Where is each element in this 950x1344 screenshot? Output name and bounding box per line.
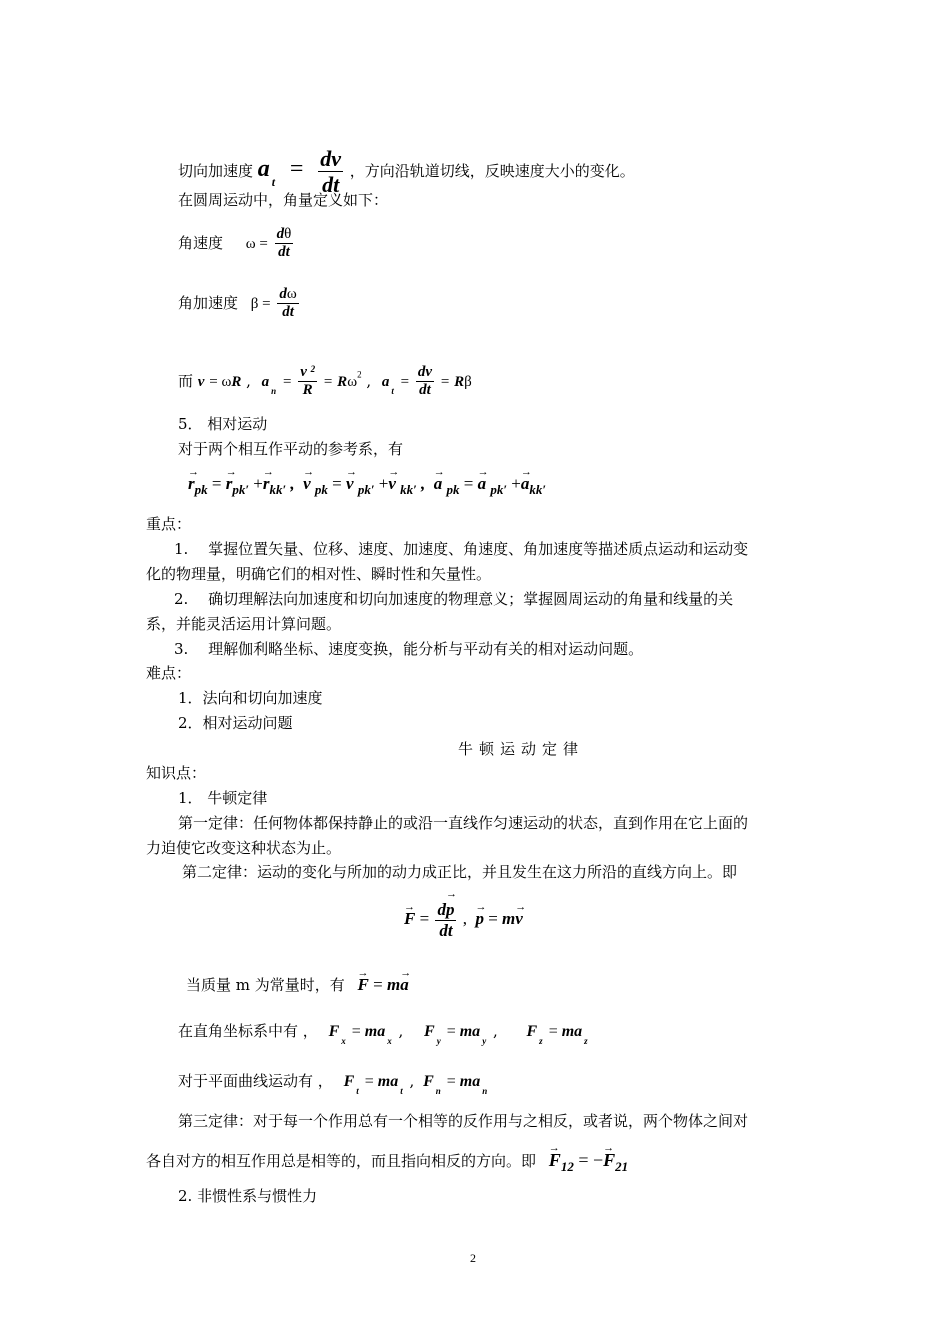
difficulty-1: 1．法向和切向加速度 [178,689,323,707]
key-point-1b: 化的物理量，明确它们的相对性、瞬时性和矢量性。 [146,565,492,583]
circular-intro: 在圆周运动中，角量定义如下： [178,191,389,209]
relative-motion-heading: 5． 相对运动 [178,415,268,433]
difficulty-2: 2．相对运动问题 [178,714,293,732]
formula-dtheta-dt: $\frac{d\theta}{dt}$ [276,226,292,261]
knowledge-heading: 知识点： [146,764,207,782]
tangential-label: 切向加速度 [178,161,254,180]
third-law-a: 第三定律：对于每一个作用总有一个相等的反作用与之相反，或者说，两个物体之间对 [178,1112,749,1130]
formula-at: a $_t$ [257,155,276,189]
angular-velocity-line: 角速度 ω = $\frac{d\theta}{dt}$ [178,226,292,261]
key-point-2b: 系，并能灵活运用计算问题。 [146,615,342,633]
third-law-b: 各自对方的相互作用总是相等的，而且指向相反的方向。即 → $F_{12}$ = −→ $F_{21}$ [146,1150,628,1172]
constant-mass-line: 当质量 m 为常量时，有 → F = m→ a [186,975,409,995]
planar-line: 对于平面曲线运动有 ， $F_t = ma_t$ , $F_n = ma_n$ [178,1072,488,1096]
key-point-1a: 1. 掌握位置矢量、位移、速度、加速度、角速度、角加速度等描述质点运动和运动变 [174,540,749,558]
difficulties-heading: 难点： [146,664,192,682]
angular-acceleration-line: 角加速度 β = $\frac{d\omega}{dt}$ [178,286,297,321]
non-inertial-item: 2. 非惯性系与惯性力 [178,1187,318,1205]
first-law-a: 第一定律：任何物体都保持静止的或沿一直线作匀速运动的状态，直到作用在它上面的 [178,814,749,832]
page-number: 2 [470,1251,476,1265]
second-law: 第二定律：运动的变化与所加的动力成正比，并且发生在这力所沿的直线方向上。即 [182,863,738,881]
relative-motion-formula: → $r_{pk}$ = → $r_{pk'} +\to r_{kk'}$ , → v $_{pk}$ = → v $_{pk'}$ +→ v $_{kk'}$ , → a $_{pk}$ = → a $_{pk'} +\to a_{kk'}$ [188,474,546,495]
formula-domega-dt: $\frac{d\omega}{dt}$ [279,286,297,321]
relative-motion-intro: 对于两个相互作平动的参考系，有 [178,440,404,458]
cartesian-line: 在直角坐标系中有 ， $F_x = ma_x$ , $F_y = ma_y$ , $F_z = ma_z$ [178,1022,588,1046]
tangential-acceleration-line: 切向加速度 a $_t$ = $\frac{dv}{dt}$ ，方向沿轨道切线，反映速度大小的变化。 [178,146,635,198]
section-title: 牛顿运动定律 [458,740,585,758]
formula-dv-dt: $\frac{dv}{dt}$ [320,146,342,198]
newton-laws-item: 1． 牛顿定律 [178,789,268,807]
key-point-2a: 2. 确切理解法向加速度和切向加速度的物理意义；掌握圆周运动的角量和线量的关 [174,590,734,608]
linear-angular-relations: 而 v = ωR , $a_n$ = $\frac{v ^2}{R}$ = $R\omega^2$ , $a_t$ = $\frac{dv}{dt}$ = Rβ [178,364,472,399]
tangential-text: ，方向沿轨道切线，反映速度大小的变化。 [349,161,635,180]
first-law-b: 力迫使它改变这种状态为止。 [146,839,342,857]
key-points-heading: 重点： [146,515,192,533]
second-law-formula: → F = $\frac{d\to p}{dt}$ , → p = m→ v [404,900,523,940]
key-point-3: 3. 理解伽利略坐标、速度变换，能分析与平动有关的相对运动问题。 [174,640,644,658]
